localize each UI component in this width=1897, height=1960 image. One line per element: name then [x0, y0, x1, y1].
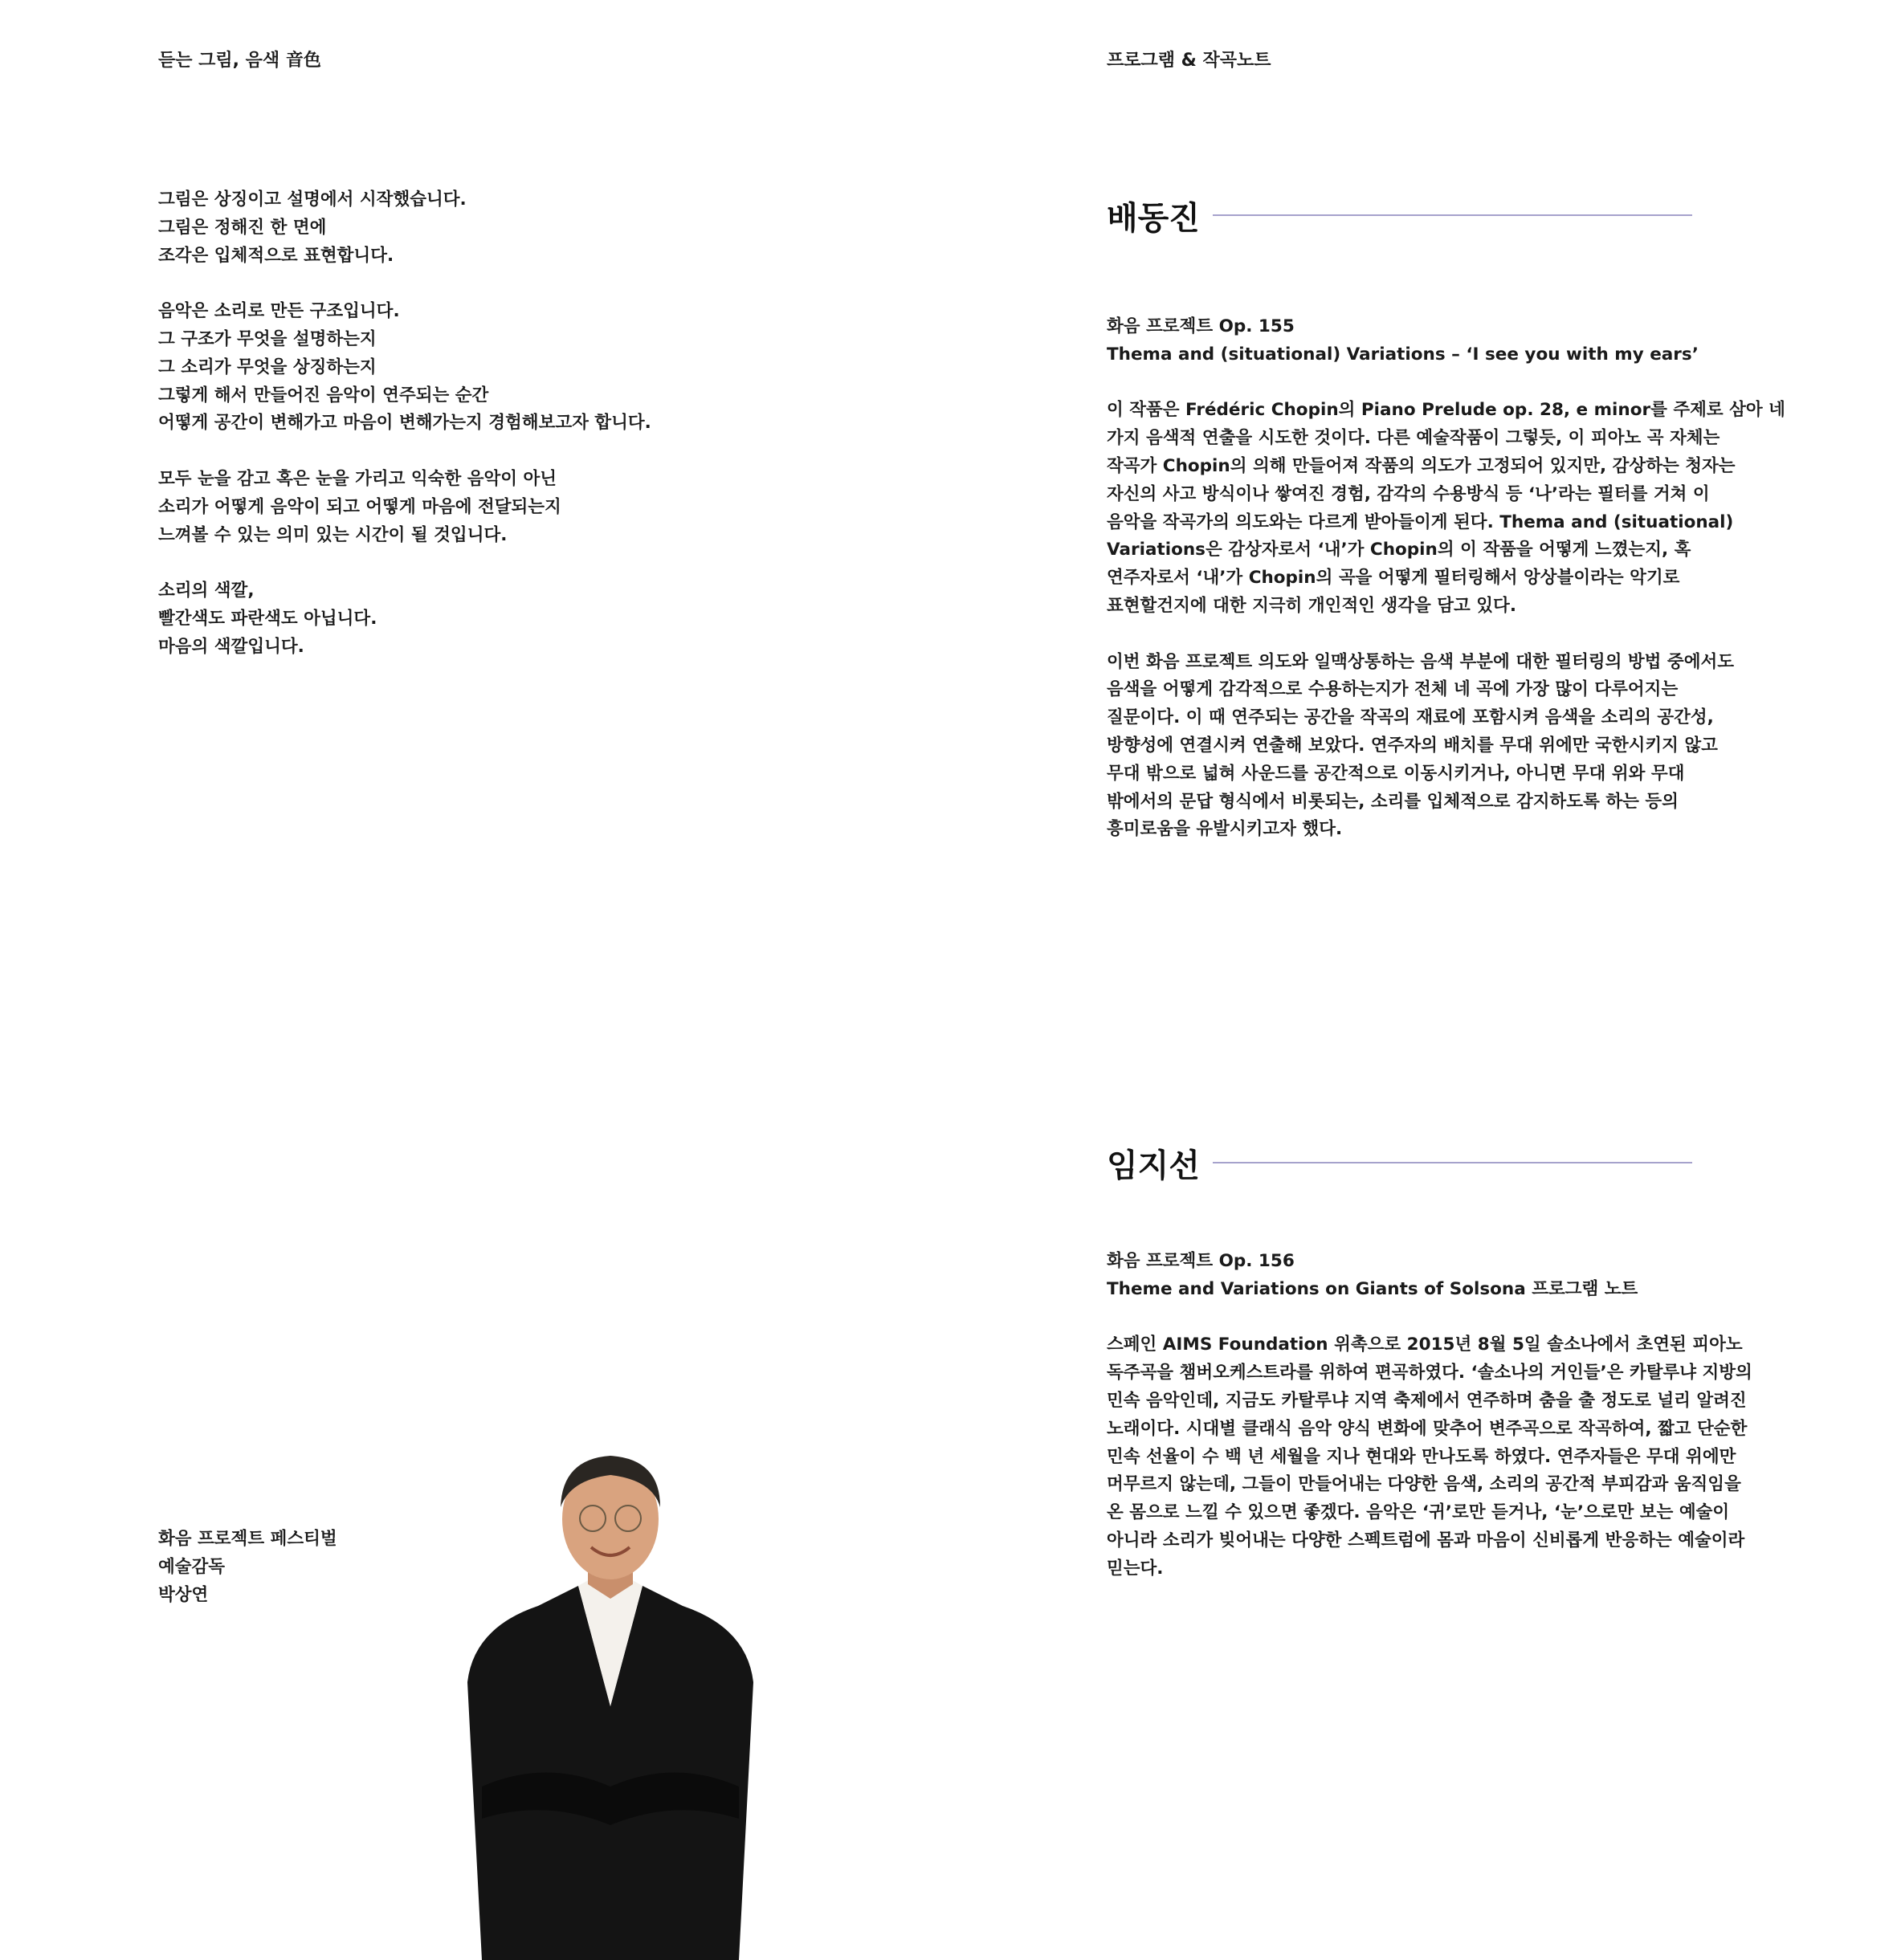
- note-line: 아니라 소리가 빚어내는 다양한 스펙트럼에 몸과 마음이 신비롭게 반응하는 예술이라: [1107, 1530, 1745, 1550]
- intro-line: 빨간색도 파란색도 아닙니다.: [158, 608, 377, 629]
- note-paragraph: [1107, 397, 1785, 620]
- intro-line: 소리의 색깔,: [158, 581, 255, 601]
- intro-stanza: [158, 466, 720, 549]
- composer-heading: [1107, 191, 1733, 239]
- note-line: 밖에서의 문답 형식에서 비롯되는, 소리를 입체적으로 감지하도록 하는 등의: [1107, 791, 1679, 812]
- intro-line: 그 구조가 무엇을 설명하는지: [158, 328, 377, 349]
- intro-line: 그 소리가 무엇을 상징하는지: [158, 357, 377, 377]
- running-head-right: 프로그램 & 작곡노트: [1107, 51, 1271, 71]
- intro-line: 음악은 소리로 만든 구조입니다.: [158, 301, 400, 322]
- note-line: 노래이다. 시대별 클래식 음악 양식 변화에 맞추어 변주곡으로 작곡하여, 짧고 단순한: [1107, 1418, 1748, 1439]
- note-line: 흥미로움을 유발시키고자 했다.: [1107, 819, 1343, 840]
- note-line: 민속 선율이 수 백 년 세월을 지나 현대와 만나도록 하였다. 연주자들은 무대 위에만: [1107, 1446, 1736, 1467]
- note-line: 가지 음색적 연출을 시도한 것이다. 다른 예술작품이 그렇듯, 이 피아노 곡 자체는: [1107, 428, 1720, 449]
- heading-rule: [1213, 214, 1692, 216]
- note-line: 연주자로서 ‘내’가 Chopin의 곡을 어떻게 필터링해서 앙상블이라는 악기로: [1107, 568, 1680, 589]
- composer-section-lim-jisun: [1107, 1139, 1752, 1611]
- work-opus: 화음 프로젝트 Op. 155: [1107, 316, 1295, 336]
- note-line: 방향성에 연결시켜 연출해 보았다. 연주자의 배치를 무대 위에만 국한시키지 않고: [1107, 735, 1718, 756]
- note-line: 이 작품은 Frédéric Chopin의 Piano Prelude op. 28, e minor를 주제로 삼아 네: [1107, 400, 1785, 421]
- work-name: Theme and Variations on Giants of Solsona 프로그램 노트: [1107, 1278, 1638, 1299]
- intro-text: [158, 186, 720, 689]
- intro-line: 그림은 상징이고 설명에서 시작했습니다.: [158, 189, 467, 210]
- running-head-left: 듣는 그림, 음색 音色: [158, 51, 321, 71]
- composer-section-bae-dongjin: [1107, 191, 1785, 872]
- note-line: 온 몸으로 느낄 수 있으면 좋겠다. 음악은 ‘귀’로만 듣거나, ‘눈’으로만 보는 예술이: [1107, 1502, 1730, 1523]
- intro-line: 마음의 색깔입니다.: [158, 636, 304, 657]
- composer-name: 임지선: [1107, 1147, 1200, 1184]
- intro-stanza: [158, 298, 720, 438]
- intro-line: 그렇게 해서 만들어진 음악이 연주되는 순간: [158, 385, 489, 405]
- work-opus: 화음 프로젝트 Op. 156: [1107, 1251, 1295, 1271]
- note-line: 무대 밖으로 넓혀 사운드를 공간적으로 이동시키거나, 아니면 무대 위와 무대: [1107, 763, 1685, 784]
- work-name: Thema and (situational) Variations – ‘I see you with my ears’: [1107, 344, 1699, 365]
- note-line: Variations은 감상자로서 ‘내’가 Chopin의 이 작품을 어떻게 느꼈는지, 혹: [1107, 540, 1691, 560]
- intro-stanza: [158, 186, 720, 270]
- director-portrait-photo: [450, 1441, 771, 1960]
- intro-line: 어떻게 공간이 변해가고 마음이 변해가는지 경험해보고자 합니다.: [158, 413, 651, 434]
- note-line: 이번 화음 프로젝트 의도와 일맥상통하는 음색 부분에 대한 필터링의 방법 중에서도: [1107, 651, 1735, 672]
- heading-rule: [1213, 1162, 1692, 1163]
- program-note: [1107, 1331, 1752, 1583]
- program-note: [1107, 397, 1785, 844]
- intro-line: 소리가 어떻게 음악이 되고 어떻게 마음에 전달되는지: [158, 496, 561, 517]
- composer-heading: [1107, 1139, 1733, 1187]
- artistic-director-credit: [158, 1526, 337, 1609]
- note-paragraph: [1107, 1331, 1752, 1583]
- intro-line: 그림은 정해진 한 면에: [158, 217, 327, 238]
- note-line: 음악을 작곡가의 의도와는 다르게 받아들이게 된다. Thema and (situational): [1107, 511, 1734, 532]
- credit-name: 박상연: [158, 1584, 209, 1605]
- credit-role: 예술감독: [158, 1556, 226, 1577]
- note-line: 독주곡을 챔버오케스트라를 위하여 편곡하였다. ‘솔소나의 거인들’은 카탈루냐 지방의: [1107, 1363, 1752, 1383]
- note-line: 작곡가 Chopin의 의해 만들어져 작품의 의도가 고정되어 있지만, 감상하는 청자는: [1107, 455, 1736, 476]
- intro-stanza: [158, 577, 720, 661]
- note-line: 머무르지 않는데, 그들이 만들어내는 다양한 음색, 소리의 공간적 부피감과 움직임을: [1107, 1474, 1741, 1495]
- note-line: 스페인 AIMS Foundation 위촉으로 2015년 8월 5일 솔소나에서 초연된 피아노: [1107, 1335, 1743, 1355]
- credit-festival: 화음 프로젝트 페스티벌: [158, 1529, 337, 1549]
- note-line: 질문이다. 이 때 연주되는 공간을 작곡의 재료에 포함시켜 음색을 소리의 공간성,: [1107, 707, 1714, 728]
- note-line: 표현할건지에 대한 지극히 개인적인 생각을 담고 있다.: [1107, 595, 1516, 616]
- intro-line: 조각은 입체적으로 표현합니다.: [158, 245, 394, 266]
- note-paragraph: [1107, 649, 1733, 845]
- intro-line: 모두 눈을 감고 혹은 눈을 가리고 익숙한 음악이 아닌: [158, 468, 557, 489]
- note-line: 음색을 어떻게 감각적으로 수용하는지가 전체 네 곡에 가장 많이 다루어지는: [1107, 679, 1679, 700]
- intro-line: 느껴볼 수 있는 의미 있는 시간이 될 것입니다.: [158, 524, 508, 545]
- note-line: 믿는다.: [1107, 1558, 1164, 1579]
- composer-name: 배동진: [1107, 199, 1200, 237]
- work-title: [1107, 313, 1733, 369]
- note-line: 민속 음악인데, 지금도 카탈루냐 지역 축제에서 연주하며 춤을 출 정도로 널리 알려진: [1107, 1390, 1747, 1411]
- note-line: 자신의 사고 방식이나 쌓여진 경험, 감각의 수용방식 등 ‘나’라는 필터를 거쳐 이: [1107, 483, 1710, 504]
- work-title: [1107, 1248, 1733, 1304]
